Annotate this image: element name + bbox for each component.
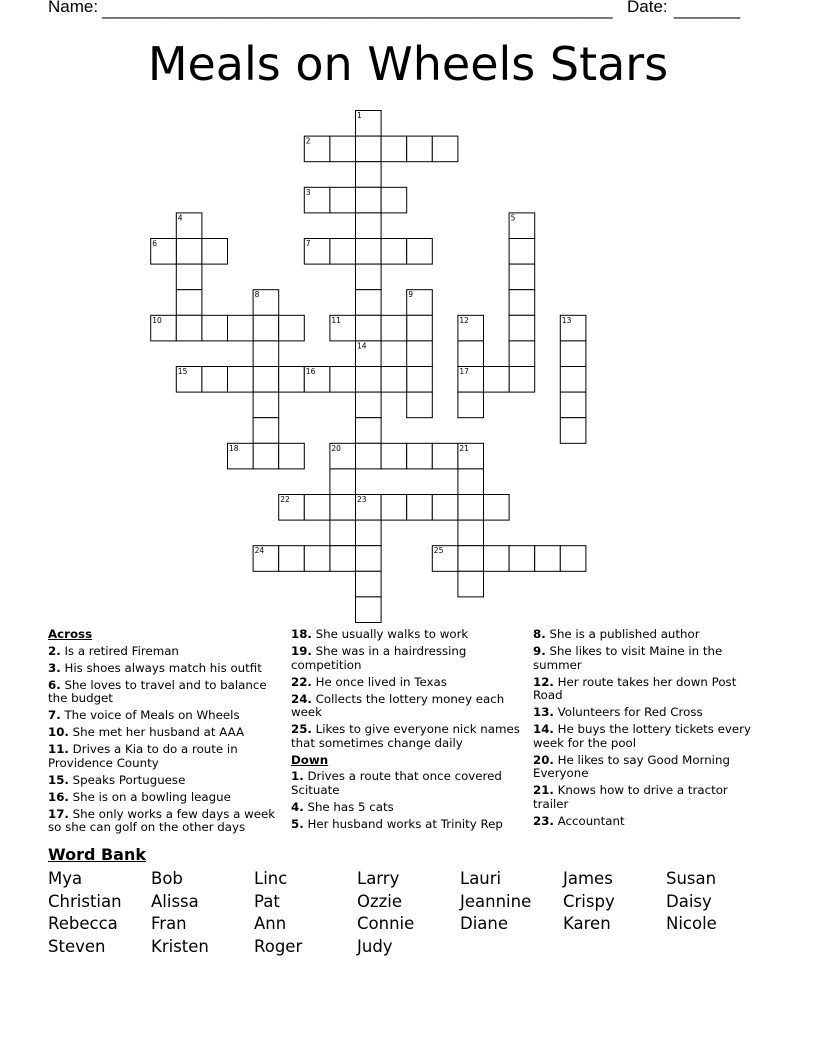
clue-text: Likes to give everyone nick names that sometimes change daily bbox=[291, 722, 520, 750]
grid-cell[interactable] bbox=[381, 443, 407, 469]
word-bank-item: Larry bbox=[357, 869, 400, 888]
grid-cell[interactable] bbox=[356, 187, 382, 213]
grid-cell[interactable] bbox=[228, 367, 254, 393]
clue-number: 18 bbox=[229, 443, 239, 453]
clue-number: 7 bbox=[305, 239, 311, 248]
clue-item bbox=[533, 754, 765, 781]
clue-item bbox=[533, 628, 765, 642]
clue-item bbox=[291, 693, 521, 720]
clues-column-3 bbox=[533, 628, 765, 832]
word-bank-item: Nicole bbox=[666, 914, 717, 933]
clue-number: 11 bbox=[331, 315, 341, 325]
clue-item bbox=[533, 706, 765, 720]
word-bank-item: Diane bbox=[460, 914, 509, 933]
grid-cell[interactable] bbox=[356, 367, 382, 393]
clue-number: 9 bbox=[408, 290, 413, 300]
grid-cell[interactable] bbox=[407, 495, 433, 521]
word-bank-item: Alissa bbox=[151, 891, 199, 911]
grid-cell[interactable] bbox=[407, 315, 433, 341]
word-bank-item: Susan bbox=[666, 869, 717, 888]
clue-num: 5. bbox=[291, 816, 304, 831]
clue-num: 16. bbox=[48, 789, 69, 804]
grid-cell[interactable] bbox=[253, 418, 279, 444]
clue-number: 20 bbox=[331, 443, 341, 453]
grid-cell[interactable] bbox=[356, 418, 382, 444]
grid-cell[interactable] bbox=[356, 597, 382, 623]
grid-cell[interactable] bbox=[202, 239, 228, 265]
clue-text: She is a published author bbox=[545, 627, 700, 641]
clue-num: 24. bbox=[291, 691, 312, 706]
grid-cell[interactable] bbox=[560, 341, 586, 367]
grid-cell[interactable] bbox=[330, 367, 356, 393]
grid-cell[interactable] bbox=[509, 239, 535, 265]
clue-number: 17 bbox=[459, 367, 469, 376]
word-bank-item: Bob bbox=[151, 869, 183, 888]
clue-number: 5 bbox=[510, 213, 516, 223]
grid-cell[interactable] bbox=[381, 315, 407, 341]
clue-item bbox=[533, 676, 765, 703]
date-field[interactable]: _______ bbox=[674, 0, 741, 19]
clue-item bbox=[48, 645, 278, 659]
grid-cell[interactable] bbox=[279, 546, 305, 572]
word-bank-item: Connie bbox=[357, 914, 415, 933]
grid-cell[interactable] bbox=[560, 418, 586, 444]
clue-number: 13 bbox=[561, 315, 572, 325]
clue-item bbox=[291, 801, 521, 815]
grid-cell[interactable] bbox=[407, 341, 433, 367]
clue-num: 22. bbox=[291, 674, 312, 689]
grid-cell[interactable] bbox=[509, 341, 535, 367]
clue-number: 21 bbox=[459, 443, 469, 453]
grid-cell[interactable] bbox=[176, 239, 202, 265]
clue-text: Is a retired Fireman bbox=[60, 643, 179, 658]
clue-text: Accountant bbox=[553, 813, 625, 828]
clue-num: 2. bbox=[48, 643, 61, 658]
grid-cell[interactable] bbox=[356, 213, 382, 239]
clue-text: Her route takes her down Post Road bbox=[533, 674, 737, 702]
clue-number: 24 bbox=[254, 546, 265, 556]
clue-text: She was in a hairdressing competition bbox=[291, 644, 467, 672]
clue-text: He buys the lottery tickets every week for the pool bbox=[533, 722, 751, 750]
grid-cell[interactable] bbox=[253, 443, 279, 469]
grid-cell[interactable] bbox=[356, 136, 382, 162]
clue-item bbox=[291, 770, 521, 797]
grid-cell[interactable] bbox=[509, 367, 535, 393]
clue-text: Drives a route that once covered Scituate bbox=[291, 769, 502, 797]
across-heading: Across bbox=[48, 627, 93, 641]
clue-text: She loves to travel and to balance the budget bbox=[48, 677, 267, 705]
clue-text: His shoes always match his outfit bbox=[60, 660, 262, 675]
grid-cell[interactable] bbox=[253, 392, 279, 418]
clue-number: 23 bbox=[357, 495, 367, 504]
grid-cell[interactable] bbox=[356, 520, 382, 546]
clue-num: 11. bbox=[48, 742, 69, 756]
word-bank-item: Kristen bbox=[151, 936, 209, 956]
clue-number: 8 bbox=[254, 290, 260, 300]
grid-cell[interactable] bbox=[458, 469, 484, 495]
clue-number: 6 bbox=[152, 239, 157, 248]
grid-cell[interactable] bbox=[330, 469, 356, 495]
clue-item bbox=[533, 645, 765, 672]
clue-item bbox=[48, 808, 278, 835]
clue-item bbox=[48, 743, 278, 770]
clue-item bbox=[291, 723, 521, 750]
clue-num: 20. bbox=[533, 752, 554, 767]
grid-cell[interactable] bbox=[407, 367, 433, 393]
grid-cell[interactable] bbox=[228, 315, 254, 341]
clue-num: 19. bbox=[291, 644, 312, 658]
grid-cell[interactable] bbox=[381, 187, 407, 213]
name-label: Name: bbox=[48, 0, 99, 16]
clue-number: 1 bbox=[357, 111, 362, 120]
grid-cell[interactable] bbox=[356, 162, 382, 188]
clue-text: She only works a few days a week so she can golf on the other days bbox=[48, 806, 276, 834]
grid-cell[interactable] bbox=[432, 136, 458, 162]
grid-cell[interactable] bbox=[432, 495, 458, 521]
clue-item bbox=[533, 723, 765, 750]
clues-column-1 bbox=[48, 628, 278, 838]
clue-item bbox=[48, 791, 278, 805]
grid-cell[interactable] bbox=[330, 495, 356, 521]
clue-item bbox=[48, 679, 278, 706]
word-bank-item: Daisy bbox=[666, 891, 712, 911]
grid-cell[interactable] bbox=[356, 571, 382, 597]
grid-cell[interactable] bbox=[484, 495, 510, 521]
clue-number: 25 bbox=[433, 546, 444, 556]
grid-cell[interactable] bbox=[509, 290, 535, 316]
grid-cell[interactable] bbox=[202, 315, 228, 341]
grid-cell[interactable] bbox=[330, 520, 356, 546]
grid-cell[interactable] bbox=[509, 546, 535, 572]
clue-number: 2 bbox=[305, 136, 311, 146]
grid-cell[interactable] bbox=[381, 136, 407, 162]
word-bank-item: Judy bbox=[357, 936, 393, 956]
word-bank-item: Pat bbox=[254, 891, 280, 911]
grid-cell[interactable] bbox=[176, 315, 202, 341]
clue-item bbox=[48, 726, 278, 740]
clue-item bbox=[48, 709, 278, 723]
clue-number: 15 bbox=[177, 367, 188, 376]
word-bank-item: Crispy bbox=[563, 891, 615, 911]
clue-item bbox=[533, 784, 765, 811]
clue-number: 22 bbox=[280, 495, 290, 504]
clue-item bbox=[291, 818, 521, 832]
grid-cell[interactable] bbox=[560, 367, 586, 393]
clue-text: Her husband works at Trinity Rep bbox=[303, 816, 503, 831]
grid-cell[interactable] bbox=[356, 443, 382, 469]
word-bank-item: Christian bbox=[48, 891, 122, 911]
clue-text: She has 5 cats bbox=[303, 799, 394, 814]
grid-cell[interactable] bbox=[560, 546, 586, 572]
grid-cell[interactable] bbox=[330, 546, 356, 572]
word-bank-item: Linc bbox=[254, 869, 288, 888]
grid-cell[interactable] bbox=[432, 443, 458, 469]
grid-cell[interactable] bbox=[381, 239, 407, 265]
grid-cell[interactable] bbox=[356, 315, 382, 341]
clue-text: Volunteers for Red Cross bbox=[553, 705, 703, 719]
clue-text: She likes to visit Maine in the summer bbox=[533, 644, 723, 672]
name-field[interactable]: ______________________________________________________ bbox=[102, 0, 613, 19]
grid-cell[interactable] bbox=[535, 546, 561, 572]
clue-number: 16 bbox=[305, 367, 316, 376]
grid-cell[interactable] bbox=[458, 495, 484, 521]
grid-cell[interactable] bbox=[407, 136, 433, 162]
date-label: Date: bbox=[627, 0, 668, 16]
clue-item bbox=[291, 628, 521, 642]
grid-cell[interactable] bbox=[253, 315, 279, 341]
grid-cell[interactable] bbox=[356, 239, 382, 265]
grid-cell[interactable] bbox=[330, 136, 356, 162]
grid-cell[interactable] bbox=[458, 520, 484, 546]
clue-num: 21. bbox=[533, 783, 554, 797]
down-heading: Down bbox=[291, 752, 329, 767]
clue-number: 10 bbox=[152, 315, 162, 325]
grid-cell[interactable] bbox=[356, 546, 382, 572]
clue-item bbox=[291, 676, 521, 690]
clue-item bbox=[533, 815, 765, 829]
clue-number: 12 bbox=[459, 315, 469, 325]
grid-cell[interactable] bbox=[279, 315, 305, 341]
clue-item bbox=[291, 645, 521, 672]
clue-item bbox=[48, 662, 278, 676]
clue-num: 14. bbox=[533, 722, 554, 736]
clues-column-2 bbox=[291, 628, 521, 835]
clue-num: 4. bbox=[291, 799, 304, 814]
grid-cell[interactable] bbox=[407, 239, 433, 265]
grid-cell[interactable] bbox=[304, 495, 330, 521]
page-title: Meals on Wheels Stars bbox=[147, 37, 669, 91]
clue-text: The voice of Meals on Wheels bbox=[60, 708, 240, 722]
word-bank-title: Word Bank bbox=[48, 845, 147, 864]
clue-text: Knows how to drive a tractor trailer bbox=[533, 783, 728, 811]
grid-cell[interactable] bbox=[560, 392, 586, 418]
grid-cell[interactable] bbox=[458, 571, 484, 597]
clue-num: 10. bbox=[48, 725, 69, 739]
grid-cell[interactable] bbox=[407, 392, 433, 418]
word-bank-item: Karen bbox=[563, 914, 611, 933]
grid-cell[interactable] bbox=[509, 315, 535, 341]
grid-cell[interactable] bbox=[407, 443, 433, 469]
grid-cell[interactable] bbox=[484, 367, 510, 393]
clue-num: 8. bbox=[533, 627, 546, 641]
clue-num: 15. bbox=[48, 772, 69, 787]
grid-cell[interactable] bbox=[253, 341, 279, 367]
word-bank-item: Roger bbox=[254, 936, 303, 956]
clue-text: She usually walks to work bbox=[311, 627, 469, 641]
clue-num: 3. bbox=[48, 660, 61, 675]
clue-num: 18. bbox=[291, 627, 312, 641]
grid-cell[interactable] bbox=[381, 495, 407, 521]
grid-cell[interactable] bbox=[458, 392, 484, 418]
word-bank-item: Mya bbox=[48, 869, 83, 888]
clue-num: 9. bbox=[533, 644, 546, 658]
clue-text: He likes to say Good Morning Everyone bbox=[533, 752, 730, 780]
grid-cell[interactable] bbox=[279, 443, 305, 469]
clue-text: She is on a bowling league bbox=[68, 789, 231, 804]
clue-num: 13. bbox=[533, 705, 554, 719]
grid-cell[interactable] bbox=[176, 264, 202, 290]
clue-number: 3 bbox=[305, 187, 311, 197]
clue-text: Speaks Portuguese bbox=[68, 772, 186, 787]
clue-num: 25. bbox=[291, 722, 312, 736]
clue-number: 4 bbox=[177, 213, 183, 223]
clue-item bbox=[48, 774, 278, 788]
clue-number: 14 bbox=[357, 341, 367, 351]
word-bank-item: Ann bbox=[254, 914, 287, 933]
grid-cell[interactable] bbox=[458, 341, 484, 367]
grid-cell[interactable] bbox=[253, 367, 279, 393]
word-bank-item: Steven bbox=[48, 936, 106, 956]
word-bank-item: James bbox=[563, 869, 613, 888]
clue-num: 6. bbox=[48, 677, 61, 692]
word-bank-item: Rebecca bbox=[48, 914, 118, 933]
word-bank-item: Jeannine bbox=[460, 891, 532, 911]
clue-text: She met her husband at AAA bbox=[68, 725, 245, 739]
clue-num: 7. bbox=[48, 708, 61, 722]
clue-text: He once lived in Texas bbox=[311, 674, 447, 689]
grid-cell[interactable] bbox=[304, 546, 330, 572]
grid-cell[interactable] bbox=[330, 239, 356, 265]
grid-cell[interactable] bbox=[176, 290, 202, 316]
clue-num: 17. bbox=[48, 806, 69, 821]
word-bank-item: Lauri bbox=[460, 869, 502, 888]
grid-cell[interactable] bbox=[381, 367, 407, 393]
grid-cell[interactable] bbox=[356, 264, 382, 290]
clue-text: Collects the lottery money each week bbox=[291, 691, 505, 719]
grid-cell[interactable] bbox=[484, 546, 510, 572]
grid-cell[interactable] bbox=[356, 290, 382, 316]
word-bank-item: Ozzie bbox=[357, 891, 403, 911]
grid-cell[interactable] bbox=[458, 546, 484, 572]
clue-num: 12. bbox=[533, 674, 554, 689]
word-bank-item: Fran bbox=[151, 914, 187, 933]
clue-num: 1. bbox=[291, 769, 304, 783]
grid-cell[interactable] bbox=[330, 187, 356, 213]
grid-cell[interactable] bbox=[279, 367, 305, 393]
clue-num: 23. bbox=[533, 813, 554, 828]
grid-cell[interactable] bbox=[202, 367, 228, 393]
grid-cell[interactable] bbox=[509, 264, 535, 290]
grid-cell[interactable] bbox=[356, 392, 382, 418]
clue-text: Drives a Kia to do a route in Providence County bbox=[48, 742, 238, 770]
